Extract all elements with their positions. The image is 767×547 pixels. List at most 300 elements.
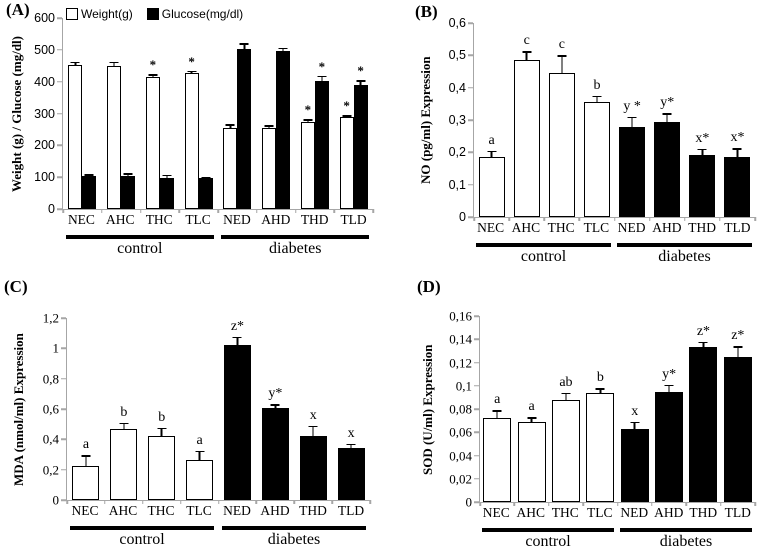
bar-group-NED [237, 18, 251, 209]
category-slot-THC [141, 18, 180, 209]
bar-NED-sod-u-ml- [621, 429, 649, 502]
category-slot-NED [219, 318, 257, 500]
category-slot-NEC [67, 318, 105, 500]
bar-AHD-no-pg-ml- [654, 122, 680, 217]
x-tick-mark [720, 502, 722, 506]
category-slot-NED [218, 18, 257, 209]
legend-swatch-weight [66, 8, 78, 20]
category-slot-THD [686, 316, 720, 502]
category-slot-THD [296, 18, 335, 209]
y-tick-label: 0,04 [449, 448, 472, 463]
significance-label: x [347, 425, 355, 441]
significance-label: z* [696, 323, 711, 339]
bar-group-TLC [186, 318, 213, 500]
significance-label: * [188, 53, 195, 69]
category-slot-TLD [721, 316, 755, 502]
bar-group-TLD [340, 18, 354, 209]
significance-label: b [120, 404, 128, 420]
group-label-control: control [119, 531, 165, 547]
bar-group-THC [549, 23, 575, 217]
x-tick-mark [104, 500, 106, 504]
y-tick-label: 0,14 [449, 331, 472, 347]
y-tick-mark [468, 216, 473, 218]
error-bar [226, 124, 235, 128]
bar-NEC-weight-g- [68, 65, 82, 209]
bar-THC-sod-u-ml- [552, 400, 580, 502]
bar-group-AHC [121, 18, 135, 209]
bar-group-AHC [514, 23, 540, 217]
bar-AHD-glucose-mg-dl- [276, 51, 290, 209]
group-label-diabetes: diabetes [269, 240, 322, 257]
y-tick-label: 0,6 [42, 401, 59, 417]
bar-group-TLC [584, 23, 610, 217]
y-tick-mark [468, 22, 473, 24]
x-tick-label: THD [300, 212, 329, 227]
category-slot-AHC [102, 18, 141, 209]
error-bar [303, 119, 312, 122]
error-bar [195, 451, 204, 460]
category-slot-AHC [105, 318, 143, 500]
y-tick-label: 0,1 [448, 177, 466, 192]
y-tick-mark [474, 478, 479, 480]
bar-TLD-weight-g- [340, 117, 354, 209]
y-tick-mark [474, 362, 479, 364]
bar-group-NEC [479, 23, 505, 217]
bar-THD-mda-nmol-ml- [300, 436, 327, 500]
significance-label: b [593, 77, 601, 93]
category-slot-THC [143, 318, 181, 500]
y-tick-label: 1 [52, 340, 59, 356]
x-tick-label: AHC [511, 220, 541, 235]
x-tick-mark [179, 209, 181, 213]
chart-A [34, 7, 373, 264]
significance-label: z* [230, 318, 245, 334]
bar-group-NEC [68, 18, 82, 209]
error-bar [148, 74, 157, 77]
group-underline-diabetes [222, 526, 367, 530]
x-tick-mark [256, 209, 258, 213]
bar-TLD-mda-nmol-ml- [338, 448, 365, 500]
y-tick-mark [57, 176, 62, 178]
y-tick-mark [61, 408, 66, 410]
bar-group-AHD [276, 18, 290, 209]
significance-label: z* [731, 328, 745, 344]
bar-THC-no-pg-ml- [549, 73, 575, 217]
error-bar [493, 410, 502, 418]
y-tick-label: 0,8 [42, 371, 59, 387]
x-tick-mark [217, 209, 219, 213]
panel-B [383, 0, 767, 273]
bar-group-TLD [354, 18, 368, 209]
y-axis-title-C: MDA (nmol/ml) Expression [11, 333, 26, 486]
x-tick-label: AHD [654, 505, 684, 520]
y-tick-label: 0 [52, 492, 59, 508]
group-underline-control [66, 235, 214, 239]
category-slot-NEC [480, 316, 514, 502]
panel-letter-C: (C) [4, 277, 28, 296]
x-axis-labels-A [62, 213, 373, 230]
y-tick-label: 0,4 [448, 80, 466, 95]
legend-item-weight [66, 7, 133, 21]
category-slot-THC [544, 23, 579, 217]
error-bar [110, 62, 119, 66]
x-tick-mark [256, 500, 258, 504]
error-bar [233, 337, 242, 345]
significance-label: b [158, 409, 166, 425]
x-axis-labels-D [479, 506, 755, 523]
bar-group-NED [223, 18, 237, 209]
y-tick-mark [61, 348, 66, 350]
x-tick-label: NEC [67, 212, 95, 227]
significance-label: a [488, 132, 495, 148]
y-tick-label: 400 [34, 74, 55, 89]
group-annotations-C [66, 521, 370, 547]
category-slot-THC [549, 316, 583, 502]
bar-group-NED [619, 23, 645, 217]
bar-NED-glucose-mg-dl- [237, 49, 251, 209]
x-tick-mark [369, 500, 371, 504]
error-bar [265, 125, 274, 128]
x-tick-label: THD [299, 503, 327, 518]
y-tick-mark [468, 184, 473, 186]
x-tick-mark [66, 500, 68, 504]
error-bar [317, 76, 326, 82]
error-bar [561, 393, 570, 400]
chart-B [448, 15, 755, 272]
legend-swatch-glucose [147, 8, 159, 20]
y-tick-label: 200 [34, 138, 55, 153]
category-slot-NEC [474, 23, 509, 217]
category-slot-THD [685, 23, 720, 217]
bar-THC-weight-g- [146, 77, 160, 209]
bar-group-NEC [72, 318, 99, 500]
x-tick-mark [508, 217, 510, 221]
y-tick-label: 500 [34, 42, 55, 57]
bar-THD-weight-g- [301, 122, 315, 209]
group-label-control: control [117, 240, 163, 257]
group-label-diabetes: diabetes [267, 531, 321, 547]
x-tick-label: AHC [106, 212, 135, 227]
legend-label-weight: Weight(g) [81, 7, 133, 21]
y-tick-label: 0,02 [449, 471, 472, 487]
y-tick-label: 0,3 [448, 112, 466, 127]
significance-label: y* [660, 95, 675, 111]
bar-AHC-weight-g- [107, 66, 121, 209]
y-tick-mark [57, 145, 62, 147]
x-tick-label: THD [688, 220, 716, 235]
category-slot-TLC [181, 318, 219, 500]
error-bar [271, 404, 280, 408]
panel-letter-D: (D) [417, 277, 441, 296]
error-bar [356, 80, 365, 85]
y-tick-mark [61, 439, 66, 441]
x-tick-mark [101, 209, 103, 213]
bar-group-AHC [518, 316, 546, 502]
y-tick-mark [474, 385, 479, 387]
x-tick-label: AHD [652, 220, 682, 235]
significance-label: * [318, 58, 326, 74]
bar-NEC-mda-nmol-ml- [72, 466, 99, 500]
significance-label: x [631, 403, 639, 419]
chart-D [449, 308, 755, 547]
x-tick-mark [331, 500, 333, 504]
error-bar [663, 113, 672, 122]
bar-THD-glucose-mg-dl- [315, 81, 329, 209]
bar-TLC-no-pg-ml- [584, 102, 610, 217]
error-bar [527, 417, 536, 422]
bar-NEC-no-pg-ml- [479, 157, 505, 217]
error-bar [522, 51, 531, 60]
bar-group-THD [301, 18, 315, 209]
x-tick-label: THC [147, 503, 175, 518]
y-tick-label: 0 [459, 209, 466, 224]
group-underline-diabetes [620, 528, 751, 532]
panel-C [0, 273, 383, 547]
y-tick-mark [474, 455, 479, 457]
group-label-diabetes: diabetes [659, 533, 713, 547]
error-bar [698, 149, 707, 155]
bar-TLD-sod-u-ml- [724, 357, 752, 502]
significance-label: c [558, 37, 565, 53]
bar-AHC-sod-u-ml- [518, 422, 546, 502]
group-underline-control [476, 243, 610, 247]
error-bar [347, 444, 356, 449]
group-label-diabetes: diabetes [658, 248, 711, 265]
y-tick-mark [61, 317, 66, 319]
bar-group-TLD [724, 316, 752, 502]
x-tick-mark [180, 500, 182, 504]
y-tick-mark [468, 119, 473, 121]
x-tick-label: AHC [516, 505, 545, 520]
bar-AHD-weight-g- [262, 128, 276, 209]
category-slot-THD [294, 318, 332, 500]
y-tick-label: 0,06 [449, 424, 472, 440]
plot-area-C [42, 310, 370, 508]
x-tick-mark [372, 209, 374, 213]
y-tick-mark [57, 208, 62, 210]
x-tick-label: NED [620, 505, 649, 520]
x-tick-label: TLC [186, 503, 212, 518]
y-tick-label: 0 [465, 494, 472, 510]
y-tick-mark [468, 55, 473, 57]
group-underline-diabetes [221, 235, 369, 239]
error-bar [487, 151, 496, 157]
x-tick-mark [544, 217, 546, 221]
x-tick-label: TLD [724, 220, 751, 235]
category-slot-TLD [332, 318, 370, 500]
group-annotations-A [62, 230, 373, 264]
y-tick-mark [474, 315, 479, 317]
y-tick-mark [474, 408, 479, 410]
error-bar [162, 175, 171, 178]
x-tick-label: NEC [482, 505, 510, 520]
bar-TLD-no-pg-ml- [724, 157, 750, 217]
y-tick-mark [57, 81, 62, 83]
bar-group-NEC [82, 18, 96, 209]
bar-THC-glucose-mg-dl- [160, 178, 174, 209]
plot-area-D [449, 308, 755, 510]
significance-label: b [596, 370, 604, 386]
significance-label: * [343, 98, 350, 114]
x-tick-mark [582, 502, 584, 506]
y-tick-label: 0,2 [42, 462, 59, 478]
bar-TLC-weight-g- [185, 73, 199, 209]
error-bar [733, 346, 742, 356]
bar-THD-sod-u-ml- [689, 347, 717, 502]
y-tick-label: 0,6 [448, 15, 466, 30]
significance-label: y* [268, 386, 283, 402]
bar-group-TLC [199, 18, 213, 209]
x-tick-mark [479, 502, 481, 506]
bar-NEC-sod-u-ml- [483, 418, 511, 502]
y-axis-title-D: SOD (U/ml) Expression [420, 344, 435, 475]
bar-group-THC [160, 18, 174, 209]
x-tick-mark [719, 217, 721, 221]
y-tick-label: 0,08 [449, 401, 472, 417]
x-tick-label: NED [617, 220, 646, 235]
category-slot-TLC [579, 23, 614, 217]
error-bar [124, 173, 133, 176]
significance-label: * [304, 102, 312, 118]
y-tick-mark [57, 49, 62, 51]
x-tick-mark [754, 502, 756, 506]
y-tick-label: 0,12 [449, 355, 472, 370]
significance-label: c [523, 33, 530, 49]
y-tick-mark [474, 339, 479, 341]
significance-label: a [528, 399, 535, 415]
y-tick-mark [474, 432, 479, 434]
bar-group-THC [146, 18, 160, 209]
category-slot-AHC [514, 316, 548, 502]
x-tick-mark [651, 502, 653, 506]
significance-label: ab [559, 374, 573, 390]
x-tick-mark [334, 209, 336, 213]
chart-C [42, 310, 370, 547]
x-tick-mark [754, 217, 756, 221]
x-tick-label: THC [551, 505, 579, 520]
x-tick-mark [614, 217, 616, 221]
bar-group-AHD [262, 318, 289, 500]
category-slot-NEC [63, 18, 102, 209]
error-bar [187, 71, 196, 74]
significance-label: * [357, 63, 364, 79]
bar-AHC-no-pg-ml- [514, 60, 540, 217]
category-slot-TLC [583, 316, 617, 502]
bar-TLC-sod-u-ml- [586, 393, 614, 502]
error-bar [240, 43, 249, 49]
bar-group-AHC [107, 18, 121, 209]
category-slot-NED [618, 316, 652, 502]
y-tick-mark [61, 499, 66, 501]
category-slot-TLC [179, 18, 218, 209]
x-tick-label: AHD [261, 212, 291, 227]
legend-item-glucose [147, 7, 243, 21]
panel-D [383, 273, 767, 547]
error-bar [71, 62, 80, 65]
group-underline-control [70, 526, 215, 530]
x-tick-mark [686, 502, 688, 506]
x-tick-label: TLC [185, 212, 211, 227]
bar-NEC-glucose-mg-dl- [82, 176, 96, 209]
error-bar [342, 115, 351, 117]
group-underline-control [482, 528, 613, 532]
bar-group-NEC [483, 316, 511, 502]
x-tick-label: THC [145, 212, 173, 227]
error-bar [85, 174, 94, 176]
x-tick-label: TLC [583, 220, 610, 235]
group-label-control: control [525, 533, 571, 547]
panel-letter-A: (A) [6, 0, 30, 19]
x-tick-label: THC [547, 220, 575, 235]
bar-group-AHD [262, 18, 276, 209]
bar-AHD-sod-u-ml- [655, 392, 683, 502]
x-tick-mark [140, 209, 142, 213]
error-bar [630, 422, 639, 429]
error-bar [733, 148, 742, 157]
x-axis-labels-C [66, 504, 370, 521]
y-tick-mark [57, 113, 62, 115]
y-tick-mark [468, 87, 473, 89]
bar-TLD-glucose-mg-dl- [354, 85, 368, 209]
y-axis-title-B: NO (pg/ml) Expression [418, 56, 433, 185]
group-label-control: control [520, 248, 567, 265]
significance-label: x* [695, 130, 710, 146]
significance-label: a [82, 437, 90, 453]
bar-group-TLD [724, 23, 750, 217]
y-tick-label: 300 [34, 106, 55, 121]
category-slot-AHD [257, 18, 296, 209]
y-tick-label: 0,4 [42, 431, 59, 447]
error-bar [279, 48, 288, 52]
category-slot-AHC [509, 23, 544, 217]
y-tick-mark [468, 152, 473, 154]
category-slot-AHD [652, 316, 686, 502]
bar-group-THC [148, 318, 175, 500]
error-bar [628, 117, 637, 127]
category-slot-TLD [334, 18, 373, 209]
x-tick-label: TLD [337, 503, 365, 518]
x-tick-label: AHC [108, 503, 138, 518]
y-tick-label: 1,2 [42, 310, 59, 326]
category-slot-TLD [720, 23, 755, 217]
bar-group-AHD [654, 23, 680, 217]
y-tick-mark [61, 469, 66, 471]
x-tick-label: THD [689, 505, 718, 520]
bar-NED-mda-nmol-ml- [224, 345, 251, 500]
y-tick-label: 600 [34, 10, 55, 25]
error-bar [81, 455, 90, 466]
error-bar [557, 55, 566, 73]
x-tick-mark [579, 217, 581, 221]
bar-group-THD [689, 23, 715, 217]
x-axis-labels-B [473, 221, 755, 238]
significance-label: y* [662, 366, 677, 382]
error-bar [201, 177, 210, 179]
bar-NED-weight-g- [223, 128, 237, 209]
bar-AHC-glucose-mg-dl- [121, 176, 135, 209]
significance-label: x [309, 407, 317, 423]
x-tick-label: NED [223, 212, 251, 227]
x-tick-mark [294, 500, 296, 504]
error-bar [119, 423, 128, 429]
x-tick-label: NED [223, 503, 251, 518]
bar-TLC-glucose-mg-dl- [199, 178, 213, 209]
y-tick-label: 100 [34, 169, 55, 184]
bar-THD-no-pg-ml- [689, 155, 715, 217]
panel-letter-B: (B) [415, 2, 438, 21]
bar-AHC-mda-nmol-ml- [110, 429, 137, 500]
category-slot-NED [615, 23, 650, 217]
